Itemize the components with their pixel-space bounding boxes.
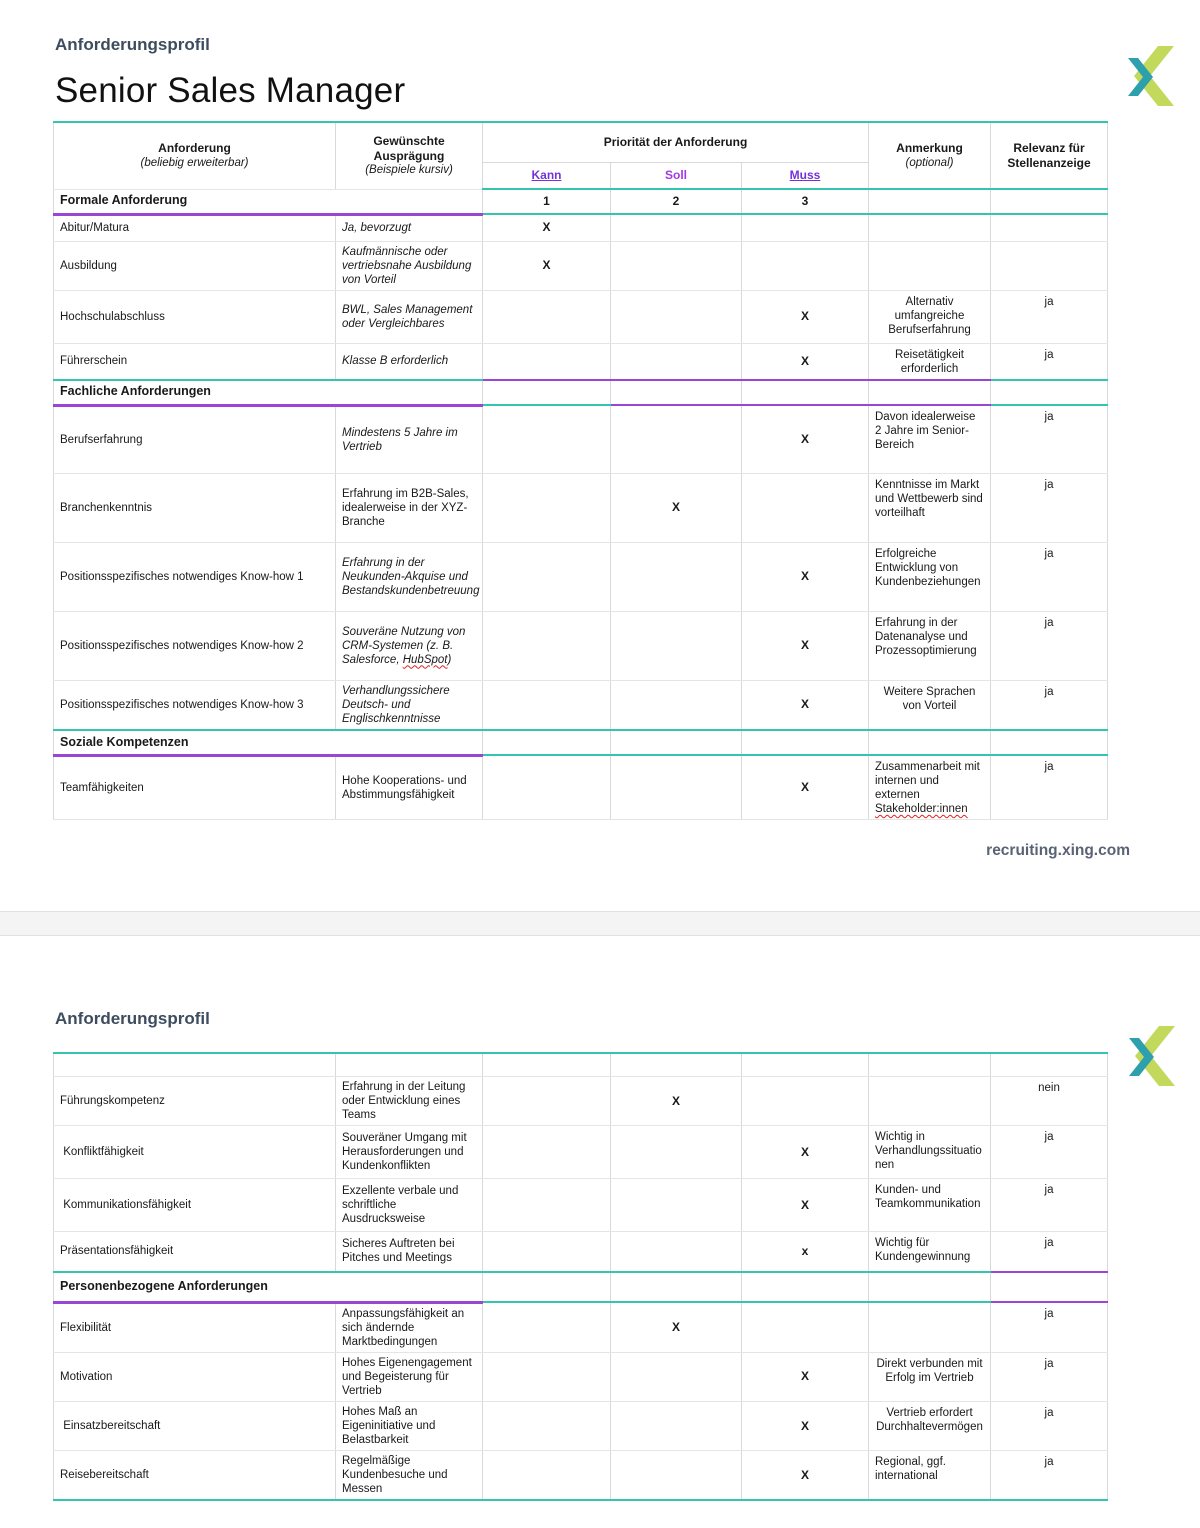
cell-kann (483, 1077, 611, 1126)
cell-relevanz: ja (991, 1232, 1108, 1272)
col-header-relevanz: Relevanz für Stellenanzeige (991, 122, 1108, 189)
spellcheck-word: Stakeholder:innen (875, 803, 968, 816)
cell-muss: X (742, 1179, 869, 1232)
cell-muss: X (742, 290, 869, 343)
cell-muss: X (742, 1352, 869, 1401)
cell-kann (483, 1401, 611, 1450)
section-header-formale (54, 189, 1108, 214)
cell-kann (483, 1302, 611, 1352)
page-title: Senior Sales Manager (55, 71, 406, 110)
table-row (54, 1179, 1108, 1232)
cell-anmerkung (869, 241, 991, 290)
cell-muss (742, 473, 869, 542)
cell-anmerkung: Davon idealerweise 2 Jahre im Senior-Bereich (869, 405, 991, 473)
cell-auspraegung: Souveräne Nutzung von CRM-Systemen (z. B. Salesforce, HubSpot) (336, 611, 483, 680)
cell-kann (483, 1232, 611, 1272)
site-url: recruiting.xing.com (986, 842, 1130, 860)
table-row (54, 473, 1108, 542)
cell-relevanz: ja (991, 290, 1108, 343)
cell-anforderung: Branchenkenntnis (54, 473, 336, 542)
cell-anforderung: Teamfähigkeiten (54, 755, 336, 820)
cell-auspraegung: Klasse B erforderlich (336, 343, 483, 380)
cell-anmerkung: Alternativ umfangreiche Berufserfahrung (869, 290, 991, 343)
section-label: Fachliche Anforderungen (54, 380, 483, 406)
cell-soll (611, 290, 742, 343)
table-row (54, 1126, 1108, 1179)
cell-muss: x (742, 1232, 869, 1272)
cell-muss (742, 241, 869, 290)
cell-relevanz: ja (991, 611, 1108, 680)
col-header-prioritaet: Priorität der Anforderung (483, 122, 869, 163)
col-header-anforderung: Anforderung (beliebig erweiterbar) (54, 122, 336, 189)
table-header-row (54, 122, 1108, 163)
cell-anforderung: Flexibilität (54, 1302, 336, 1352)
table-row (54, 680, 1108, 730)
cell-anmerkung: Kenntnisse im Markt und Wettbewerb sind vorteilhaft (869, 473, 991, 542)
cell-auspraegung: Mindestens 5 Jahre im Vertrieb (336, 405, 483, 473)
cell-kann (483, 405, 611, 473)
cell-muss (742, 1302, 869, 1352)
cell-auspraegung: Hohe Kooperations- und Abstimmungsfähigkeit (336, 755, 483, 820)
cell-relevanz: ja (991, 1450, 1108, 1500)
cell-soll (611, 1352, 742, 1401)
cell-kann (483, 1179, 611, 1232)
cell-auspraegung: Kaufmännische oder vertriebsnahe Ausbildung von Vorteil (336, 241, 483, 290)
cell-auspraegung: Erfahrung im B2B-Sales, idealerweise in der XYZ-Branche (336, 473, 483, 542)
priority-weight-soll: 2 (611, 189, 742, 214)
cell-anforderung: Kommunikationsfähigkeit (54, 1179, 336, 1232)
col-header-muss (742, 163, 869, 190)
cell-auspraegung: Souveräner Umgang mit Herausforderungen und Kundenkonflikten (336, 1126, 483, 1179)
cell-anmerkung: Weitere Sprachen von Vorteil (869, 680, 991, 730)
col-header-kann (483, 163, 611, 190)
cell-kann (483, 680, 611, 730)
cell-relevanz: ja (991, 1126, 1108, 1179)
cell-anmerkung (869, 1077, 991, 1126)
table-row (54, 611, 1108, 680)
table-row (54, 1450, 1108, 1500)
cell-soll (611, 343, 742, 380)
table-row (54, 1302, 1108, 1352)
cell-auspraegung: Hohes Maß an Eigeninitiative und Belastbarkeit (336, 1401, 483, 1450)
cell-kann (483, 1450, 611, 1500)
cell-auspraegung: Regelmäßige Kundenbesuche und Messen (336, 1450, 483, 1500)
section-label: Personenbezogene Anforderungen (54, 1272, 483, 1303)
cell-muss: X (742, 611, 869, 680)
section-header-fachliche (54, 380, 1108, 406)
cell-relevanz: ja (991, 542, 1108, 611)
cell-muss: X (742, 405, 869, 473)
cell-anforderung: Berufserfahrung (54, 405, 336, 473)
cell-kann (483, 343, 611, 380)
table-row (54, 290, 1108, 343)
cell-soll (611, 680, 742, 730)
cell-anforderung: Führungskompetenz (54, 1077, 336, 1126)
document-kicker: Anforderungsprofil (55, 35, 210, 54)
cell-muss: X (742, 1401, 869, 1450)
cell-muss: X (742, 1126, 869, 1179)
cell-kann (483, 473, 611, 542)
cell-soll (611, 1179, 742, 1232)
priority-link-kann[interactable]: Kann (531, 167, 562, 182)
cell-relevanz: ja (991, 1401, 1108, 1450)
col-header-soll (611, 163, 742, 190)
cell-soll: X (611, 1077, 742, 1126)
table-row (54, 214, 1108, 241)
cell-anmerkung: Erfahrung in der Datenanalyse und Prozessoptimierung (869, 611, 991, 680)
cell-anforderung: Präsentationsfähigkeit (54, 1232, 336, 1272)
xing-logo-icon (1125, 1026, 1181, 1086)
cell-soll (611, 214, 742, 241)
cell-auspraegung: Verhandlungssichere Deutsch- und Englischkenntnisse (336, 680, 483, 730)
cell-anforderung: Hochschulabschluss (54, 290, 336, 343)
cell-auspraegung: Erfahrung in der Neukunden-Akquise und Bestandskundenbetreuung (336, 542, 483, 611)
cell-muss (742, 214, 869, 241)
priority-link-soll[interactable]: Soll (664, 167, 687, 182)
cell-relevanz: ja (991, 755, 1108, 820)
priority-link-muss[interactable]: Muss (789, 167, 821, 182)
cell-soll (611, 405, 742, 473)
priority-weight-kann: 1 (483, 189, 611, 214)
cell-kann: X (483, 214, 611, 241)
section-label: Soziale Kompetenzen (54, 730, 483, 756)
cell-kann (483, 611, 611, 680)
cell-anforderung: Konfliktfähigkeit (54, 1126, 336, 1179)
cell-muss: X (742, 755, 869, 820)
cell-kann (483, 290, 611, 343)
cell-auspraegung: Sicheres Auftreten bei Pitches und Meetings (336, 1232, 483, 1272)
cell-soll (611, 241, 742, 290)
cell-anforderung: Führerschein (54, 343, 336, 380)
page-break-separator (0, 911, 1200, 936)
spellcheck-word: HubSpot (402, 653, 448, 666)
cell-anmerkung: Vertrieb erfordert Durchhaltevermögen (869, 1401, 991, 1450)
cell-muss: X (742, 542, 869, 611)
cell-relevanz: ja (991, 473, 1108, 542)
table-row (54, 542, 1108, 611)
cell-soll (611, 755, 742, 820)
cell-anmerkung: Direkt verbunden mit Erfolg im Vertrieb (869, 1352, 991, 1401)
cell-muss: X (742, 680, 869, 730)
col-header-anmerkung: Anmerkung (optional) (869, 122, 991, 189)
section-label: Formale Anforderung (54, 189, 483, 214)
cell-anmerkung: Regional, ggf. international (869, 1450, 991, 1500)
cell-anforderung: Positionsspezifisches notwendiges Know-how 2 (54, 611, 336, 680)
table-row (54, 1077, 1108, 1126)
cell-auspraegung: Hohes Eigenengagement und Begeisterung für Vertrieb (336, 1352, 483, 1401)
cell-anforderung: Reisebereitschaft (54, 1450, 336, 1500)
cell-anmerkung (869, 1302, 991, 1352)
col-header-auspraegung: Gewünschte Ausprägung (Beispiele kursiv) (336, 122, 483, 189)
cell-muss: X (742, 1450, 869, 1500)
cell-anforderung: Einsatzbereitschaft (54, 1401, 336, 1450)
cell-relevanz: ja (991, 343, 1108, 380)
cell-anforderung: Abitur/Matura (54, 214, 336, 241)
table-row (54, 755, 1108, 820)
cell-soll (611, 542, 742, 611)
cell-anforderung: Positionsspezifisches notwendiges Know-how 1 (54, 542, 336, 611)
requirements-table-page2 (53, 1052, 1108, 1501)
cell-kann (483, 542, 611, 611)
cell-kann (483, 1126, 611, 1179)
cell-soll (611, 1450, 742, 1500)
cell-muss: X (742, 343, 869, 380)
cell-soll (611, 1401, 742, 1450)
document-kicker: Anforderungsprofil (55, 1009, 210, 1029)
cell-anmerkung (869, 214, 991, 241)
table-row (54, 241, 1108, 290)
cell-anmerkung: Erfolgreiche Entwicklung von Kundenbeziehungen (869, 542, 991, 611)
xing-logo-icon (1124, 46, 1180, 106)
cell-relevanz: ja (991, 680, 1108, 730)
table-row (54, 1401, 1108, 1450)
page-2 (0, 936, 1200, 1528)
table-row (54, 405, 1108, 473)
cell-relevanz: ja (991, 1302, 1108, 1352)
table-row (54, 1232, 1108, 1272)
cell-anmerkung: Kunden- und Teamkommunikation (869, 1179, 991, 1232)
cell-anmerkung: Wichtig in Verhandlungssituationen (869, 1126, 991, 1179)
cell-anforderung: Positionsspezifisches notwendiges Know-how 3 (54, 680, 336, 730)
cell-relevanz (991, 241, 1108, 290)
cell-soll: X (611, 473, 742, 542)
cell-kann (483, 1352, 611, 1401)
cell-auspraegung: BWL, Sales Management oder Vergleichbares (336, 290, 483, 343)
cell-relevanz (991, 214, 1108, 241)
cell-kann (483, 755, 611, 820)
priority-weight-muss: 3 (742, 189, 869, 214)
cell-anforderung: Motivation (54, 1352, 336, 1401)
cell-soll: X (611, 1302, 742, 1352)
section-header-soziale (54, 730, 1108, 756)
cell-kann: X (483, 241, 611, 290)
cell-auspraegung: Anpassungsfähigkeit an sich ändernde Marktbedingungen (336, 1302, 483, 1352)
cell-auspraegung: Ja, bevorzugt (336, 214, 483, 241)
cell-auspraegung: Erfahrung in der Leitung oder Entwicklung eines Teams (336, 1077, 483, 1126)
cell-relevanz: ja (991, 1352, 1108, 1401)
cell-anmerkung: Wichtig für Kundengewinnung (869, 1232, 991, 1272)
cell-soll (611, 1126, 742, 1179)
section-header-personenbezogene (54, 1272, 1108, 1303)
spacer-row (54, 1053, 1108, 1077)
cell-soll (611, 611, 742, 680)
cell-anmerkung: Reisetätigkeit erforderlich (869, 343, 991, 380)
table-row (54, 1352, 1108, 1401)
cell-relevanz: nein (991, 1077, 1108, 1126)
requirements-table-page1 (53, 121, 1108, 820)
cell-anforderung: Ausbildung (54, 241, 336, 290)
cell-relevanz: ja (991, 405, 1108, 473)
cell-anmerkung: Zusammenarbeit mit internen und externen Stakeholder:innen (869, 755, 991, 820)
table-row (54, 343, 1108, 380)
cell-soll (611, 1232, 742, 1272)
cell-relevanz: ja (991, 1179, 1108, 1232)
cell-muss (742, 1077, 869, 1126)
cell-auspraegung: Exzellente verbale und schriftliche Ausdrucksweise (336, 1179, 483, 1232)
